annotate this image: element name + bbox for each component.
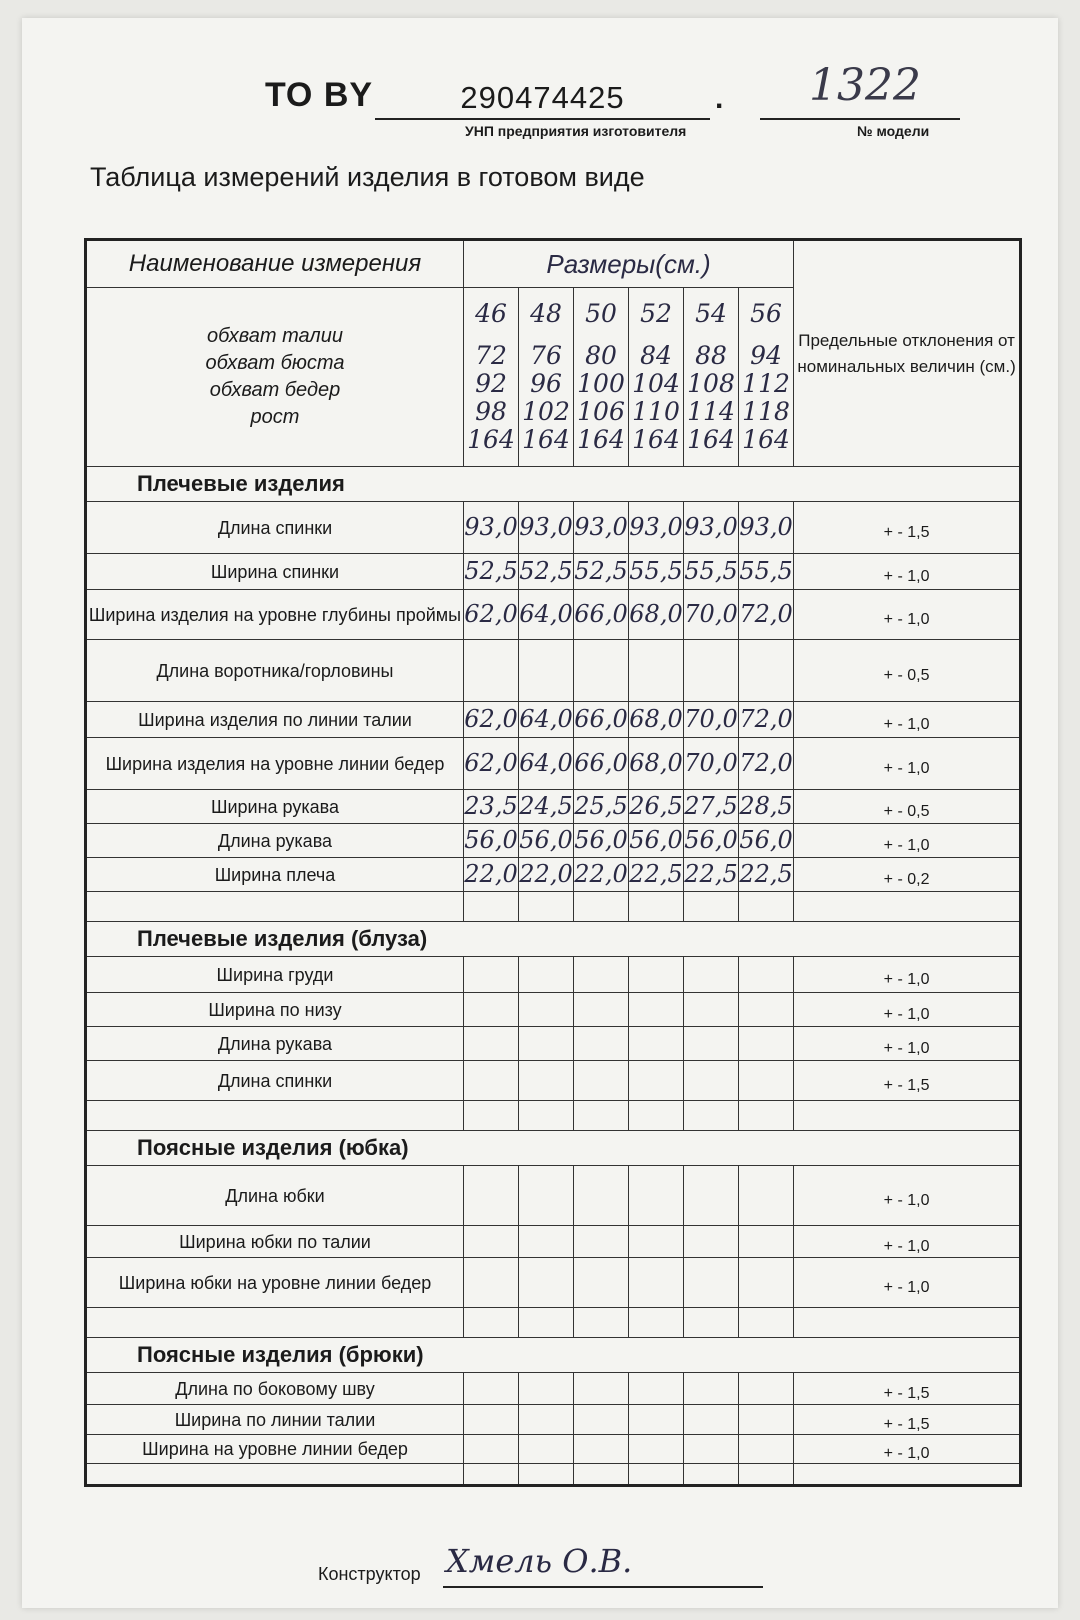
measurement-label [86, 892, 464, 922]
measurement-value [519, 1308, 574, 1338]
measurement-label [86, 1101, 464, 1131]
measurement-value [684, 1258, 739, 1308]
tolerance-value: + - 1,0 [794, 824, 1021, 858]
measurement-value [464, 1405, 519, 1435]
measurement-label [86, 1464, 464, 1486]
measurement-value [574, 1258, 629, 1308]
measurement-label: Ширина рукава [86, 790, 464, 824]
measurement-label: Длина спинки [86, 502, 464, 554]
measurement-value [629, 640, 684, 702]
measurement-value: 66,0 [574, 738, 629, 790]
measurement-value [519, 1166, 574, 1226]
section-title: Плечевые изделия [86, 467, 1021, 502]
section-title: Плечевые изделия (блуза) [86, 922, 1021, 957]
measurement-value [684, 892, 739, 922]
measurement-value [684, 1373, 739, 1405]
measurement-value [519, 892, 574, 922]
measurement-value [464, 1101, 519, 1131]
size-param-value: 76 [530, 341, 562, 370]
measurement-value [629, 993, 684, 1027]
table-row [86, 1258, 1021, 1308]
measurement-value: 55,5 [629, 554, 684, 590]
table-row [86, 1226, 1021, 1258]
measurement-value [574, 892, 629, 922]
measurement-value: 93,0 [464, 502, 519, 554]
size-column [629, 288, 684, 467]
measurement-value: 64,0 [519, 738, 574, 790]
measurement-value [464, 1061, 519, 1101]
size-param-value: 84 [640, 341, 672, 370]
size-param-value: 94 [750, 341, 782, 370]
measurement-value [684, 1464, 739, 1486]
measurement-value [684, 1226, 739, 1258]
signature-underline [443, 1586, 763, 1588]
measurement-value [574, 1061, 629, 1101]
tolerance-value: + - 0,5 [794, 640, 1021, 702]
measurement-value [629, 1405, 684, 1435]
unp-underline [375, 118, 710, 120]
document-header [265, 60, 965, 148]
measurement-value [464, 1435, 519, 1464]
col-name-header: Наименование измерения [86, 240, 464, 288]
measurement-value [519, 640, 574, 702]
measurement-value [519, 957, 574, 993]
measurement-value [629, 1101, 684, 1131]
table-row [86, 1166, 1021, 1226]
measurement-value [629, 1464, 684, 1486]
size-column [464, 288, 519, 467]
size-param-value: 100 [577, 369, 625, 398]
measurement-value [629, 1061, 684, 1101]
tolerance-value: + - 0,5 [794, 790, 1021, 824]
measurement-value [739, 1464, 794, 1486]
measurement-value: 70,0 [684, 738, 739, 790]
size-param-value: 80 [585, 341, 617, 370]
measurement-label: Ширина по низу [86, 993, 464, 1027]
measurement-value: 55,5 [684, 554, 739, 590]
size-param-value: 164 [632, 425, 680, 454]
measurement-value: 70,0 [684, 590, 739, 640]
measurement-label: Ширина изделия на уровне глубины проймы [86, 590, 464, 640]
measurement-value [519, 1464, 574, 1486]
measurement-value [684, 1435, 739, 1464]
measurement-value: 93,0 [519, 502, 574, 554]
tolerance-value: + - 1,5 [794, 1061, 1021, 1101]
measurement-value [629, 1027, 684, 1061]
measurement-value [519, 1435, 574, 1464]
measurement-value: 72,0 [739, 590, 794, 640]
tolerance-value: + - 1,0 [794, 702, 1021, 738]
measurement-value: 27,5 [684, 790, 739, 824]
measurement-value [464, 1308, 519, 1338]
size-number: 46 [475, 299, 507, 328]
size-param-value: 102 [522, 397, 570, 426]
measurement-value [739, 1101, 794, 1131]
measurement-value [684, 993, 739, 1027]
measurement-value [574, 1373, 629, 1405]
table-row [86, 858, 1021, 892]
section-header-row [86, 1338, 1021, 1373]
measurement-value [574, 993, 629, 1027]
table-row [86, 738, 1021, 790]
measurement-value: 66,0 [574, 590, 629, 640]
measurement-value [629, 892, 684, 922]
measurement-value: 56,0 [739, 824, 794, 858]
tolerance-value: + - 1,0 [794, 1027, 1021, 1061]
measurement-label: Ширина изделия по линии талии [86, 702, 464, 738]
measurement-label: Длина юбки [86, 1166, 464, 1226]
size-column [574, 288, 629, 467]
tolerance-value: + - 1,0 [794, 1226, 1021, 1258]
measurement-value: 22,0 [464, 858, 519, 892]
tolerance-value [794, 892, 1021, 922]
measurement-label: Длина рукава [86, 824, 464, 858]
size-number: 48 [530, 299, 562, 328]
table-row [86, 640, 1021, 702]
table-row [86, 554, 1021, 590]
table-row [86, 824, 1021, 858]
tolerance-value: + - 1,5 [794, 1373, 1021, 1405]
tolerance-value [794, 1308, 1021, 1338]
measurement-value [684, 1405, 739, 1435]
measurement-label: Длина по боковому шву [86, 1373, 464, 1405]
measurement-value [574, 1435, 629, 1464]
measurement-value: 56,0 [629, 824, 684, 858]
measurement-value: 24,5 [519, 790, 574, 824]
size-param-value: 118 [742, 397, 790, 426]
measurement-value: 56,0 [464, 824, 519, 858]
measurement-value [629, 1435, 684, 1464]
measurement-value: 93,0 [684, 502, 739, 554]
table-row [86, 1061, 1021, 1101]
size-param-value: 164 [687, 425, 735, 454]
table-row [86, 892, 1021, 922]
measurement-value [519, 1258, 574, 1308]
measurement-value [574, 1027, 629, 1061]
measurement-value: 26,5 [629, 790, 684, 824]
size-param-value: 108 [687, 369, 735, 398]
measurement-value: 62,0 [464, 590, 519, 640]
tolerance-value: + - 1,0 [794, 590, 1021, 640]
measurement-value [629, 1308, 684, 1338]
measurement-value: 62,0 [464, 738, 519, 790]
measurement-value: 68,0 [629, 590, 684, 640]
tolerance-value: + - 1,5 [794, 502, 1021, 554]
measurement-value: 22,5 [629, 858, 684, 892]
measurement-value [519, 1405, 574, 1435]
measurement-label [86, 1308, 464, 1338]
measurement-value: 52,5 [519, 554, 574, 590]
size-number: 54 [695, 299, 727, 328]
measurement-label: Длина воротника/горловины [86, 640, 464, 702]
size-param-value: 96 [530, 369, 562, 398]
table-header-row [86, 240, 1021, 288]
measurement-value [739, 1435, 794, 1464]
measurement-value [464, 1464, 519, 1486]
measurement-value [574, 1405, 629, 1435]
measurement-value: 66,0 [574, 702, 629, 738]
size-param-value: 98 [475, 397, 507, 426]
measurement-value [629, 1166, 684, 1226]
measurement-label: Длина рукава [86, 1027, 464, 1061]
measurement-label: Ширина на уровне линии бедер [86, 1435, 464, 1464]
measurement-value [629, 1373, 684, 1405]
tolerance-value: + - 1,0 [794, 1258, 1021, 1308]
size-param-value: 164 [577, 425, 625, 454]
col-sizes-header: Размеры(см.) [464, 240, 794, 288]
measurement-value [684, 1101, 739, 1131]
header-dot: . [715, 82, 724, 115]
table-row [86, 1027, 1021, 1061]
measurement-value: 64,0 [519, 590, 574, 640]
table-row [86, 1101, 1021, 1131]
section-header-row [86, 1131, 1021, 1166]
model-number: 1322 [809, 60, 921, 111]
unp-caption: УНП предприятия изготовителя [465, 123, 687, 139]
table-row [86, 1464, 1021, 1486]
measurement-label: Ширина изделия на уровне линии бедер [86, 738, 464, 790]
table-row [86, 702, 1021, 738]
param-label: обхват бедер [209, 379, 341, 401]
measurement-value [519, 1101, 574, 1131]
measurement-value [739, 1373, 794, 1405]
measurement-value: 72,0 [739, 702, 794, 738]
section-title: Поясные изделия (брюки) [86, 1338, 1021, 1373]
measurement-value [739, 993, 794, 1027]
measurement-value: 56,0 [574, 824, 629, 858]
table-row [86, 957, 1021, 993]
measurement-label: Ширина юбки на уровне линии бедер [86, 1258, 464, 1308]
measurement-value: 93,0 [629, 502, 684, 554]
param-label: обхват талии [207, 325, 343, 347]
table-row [86, 1308, 1021, 1338]
col-tolerance-header: Предельные отклонения от номинальных величин (см.) [794, 240, 1021, 467]
measurement-label: Ширина по линии талии [86, 1405, 464, 1435]
measurement-value [684, 1166, 739, 1226]
measurement-label: Ширина груди [86, 957, 464, 993]
size-param-value: 104 [632, 369, 680, 398]
measurements-table [84, 238, 1022, 1487]
size-param-value: 114 [687, 397, 735, 426]
measurement-value [739, 1405, 794, 1435]
measurement-value: 62,0 [464, 702, 519, 738]
size-param-value: 112 [742, 369, 790, 398]
size-param-value: 72 [475, 341, 507, 370]
measurement-value: 72,0 [739, 738, 794, 790]
signature-value: Хмель О.В. [446, 1542, 633, 1580]
measurement-value [574, 1226, 629, 1258]
table-row [86, 590, 1021, 640]
measurement-value: 55,5 [739, 554, 794, 590]
tolerance-value [794, 1101, 1021, 1131]
measurement-value [629, 1226, 684, 1258]
measurement-value [464, 957, 519, 993]
measurement-value: 56,0 [519, 824, 574, 858]
measurement-value: 68,0 [629, 738, 684, 790]
section-header-row [86, 922, 1021, 957]
size-param-value: 164 [467, 425, 515, 454]
tolerance-value: + - 1,0 [794, 1166, 1021, 1226]
signature-block [318, 1540, 768, 1590]
table-row [86, 993, 1021, 1027]
measurement-value [684, 1027, 739, 1061]
table-row [86, 1435, 1021, 1464]
measurement-value [684, 1308, 739, 1338]
measurement-value: 22,0 [574, 858, 629, 892]
measurement-value [464, 1226, 519, 1258]
measurement-value [684, 957, 739, 993]
measurement-value [574, 1464, 629, 1486]
measurement-value [574, 1166, 629, 1226]
measurement-value: 25,5 [574, 790, 629, 824]
measurement-value [574, 640, 629, 702]
measurement-label: Ширина плеча [86, 858, 464, 892]
size-param-value: 164 [522, 425, 570, 454]
size-param-value: 88 [695, 341, 727, 370]
table-row [86, 1373, 1021, 1405]
measurement-value: 93,0 [574, 502, 629, 554]
measurement-value [739, 1258, 794, 1308]
measurement-value [739, 1166, 794, 1226]
measurement-value [519, 1373, 574, 1405]
measurement-value [739, 1061, 794, 1101]
size-column [684, 288, 739, 467]
measurement-value [684, 640, 739, 702]
measurement-value: 52,5 [464, 554, 519, 590]
tolerance-value: + - 1,0 [794, 957, 1021, 993]
measurement-label: Ширина спинки [86, 554, 464, 590]
measurement-value [464, 1373, 519, 1405]
size-number: 50 [585, 299, 617, 328]
measurement-value [464, 640, 519, 702]
measurement-value: 52,5 [574, 554, 629, 590]
measurement-value [519, 1027, 574, 1061]
measurement-label: Длина спинки [86, 1061, 464, 1101]
measurement-value [464, 1166, 519, 1226]
measurement-value [464, 892, 519, 922]
tolerance-value: + - 1,0 [794, 993, 1021, 1027]
measurement-value [739, 1308, 794, 1338]
measurement-value: 64,0 [519, 702, 574, 738]
model-underline [760, 118, 960, 120]
size-param-value: 92 [475, 369, 507, 398]
measurement-value: 93,0 [739, 502, 794, 554]
size-param-value: 106 [577, 397, 625, 426]
measurement-value: 22,5 [684, 858, 739, 892]
tolerance-value: + - 1,5 [794, 1405, 1021, 1435]
measurement-value [629, 957, 684, 993]
document-title: Таблица измерений изделия в готовом виде [90, 162, 645, 192]
measurement-value [464, 993, 519, 1027]
section-header-row [86, 467, 1021, 502]
tolerance-value: + - 0,2 [794, 858, 1021, 892]
measurement-value: 23,5 [464, 790, 519, 824]
measurement-value [739, 957, 794, 993]
measurement-value: 68,0 [629, 702, 684, 738]
measurement-value [519, 993, 574, 1027]
measurement-value: 28,5 [739, 790, 794, 824]
measurement-value [574, 1101, 629, 1131]
measurement-value [519, 1061, 574, 1101]
size-column [519, 288, 574, 467]
measurement-value [574, 1308, 629, 1338]
size-params-labels [86, 288, 464, 467]
model-caption: № модели [857, 123, 930, 139]
size-number: 56 [750, 299, 782, 328]
measurement-value: 70,0 [684, 702, 739, 738]
measurement-value [739, 892, 794, 922]
size-column [739, 288, 794, 467]
tolerance-value: + - 1,0 [794, 554, 1021, 590]
size-param-value: 110 [632, 397, 680, 426]
measurement-value [684, 1061, 739, 1101]
tu-label: ТО BY [265, 76, 374, 114]
measurement-label: Ширина юбки по талии [86, 1226, 464, 1258]
measurement-value [739, 1027, 794, 1061]
tolerance-value: + - 1,0 [794, 738, 1021, 790]
table-row [86, 502, 1021, 554]
measurement-value: 22,0 [519, 858, 574, 892]
measurement-value [739, 1226, 794, 1258]
measurement-value [739, 640, 794, 702]
param-label: обхват бюста [205, 352, 345, 374]
tolerance-value: + - 1,0 [794, 1435, 1021, 1464]
measurement-value [574, 957, 629, 993]
measurement-value [464, 1258, 519, 1308]
tolerance-value [794, 1464, 1021, 1486]
measurement-value [629, 1258, 684, 1308]
size-number: 52 [640, 299, 672, 328]
measurement-value [464, 1027, 519, 1061]
measurement-value: 22,5 [739, 858, 794, 892]
param-label: рост [250, 406, 300, 428]
table-row [86, 790, 1021, 824]
measurement-value [519, 1226, 574, 1258]
measurement-value: 56,0 [684, 824, 739, 858]
unp-value: 290474425 [460, 80, 625, 115]
signature-label: Конструктор [318, 1564, 421, 1584]
section-title: Поясные изделия (юбка) [86, 1131, 1021, 1166]
size-param-value: 164 [742, 425, 790, 454]
table-row [86, 1405, 1021, 1435]
